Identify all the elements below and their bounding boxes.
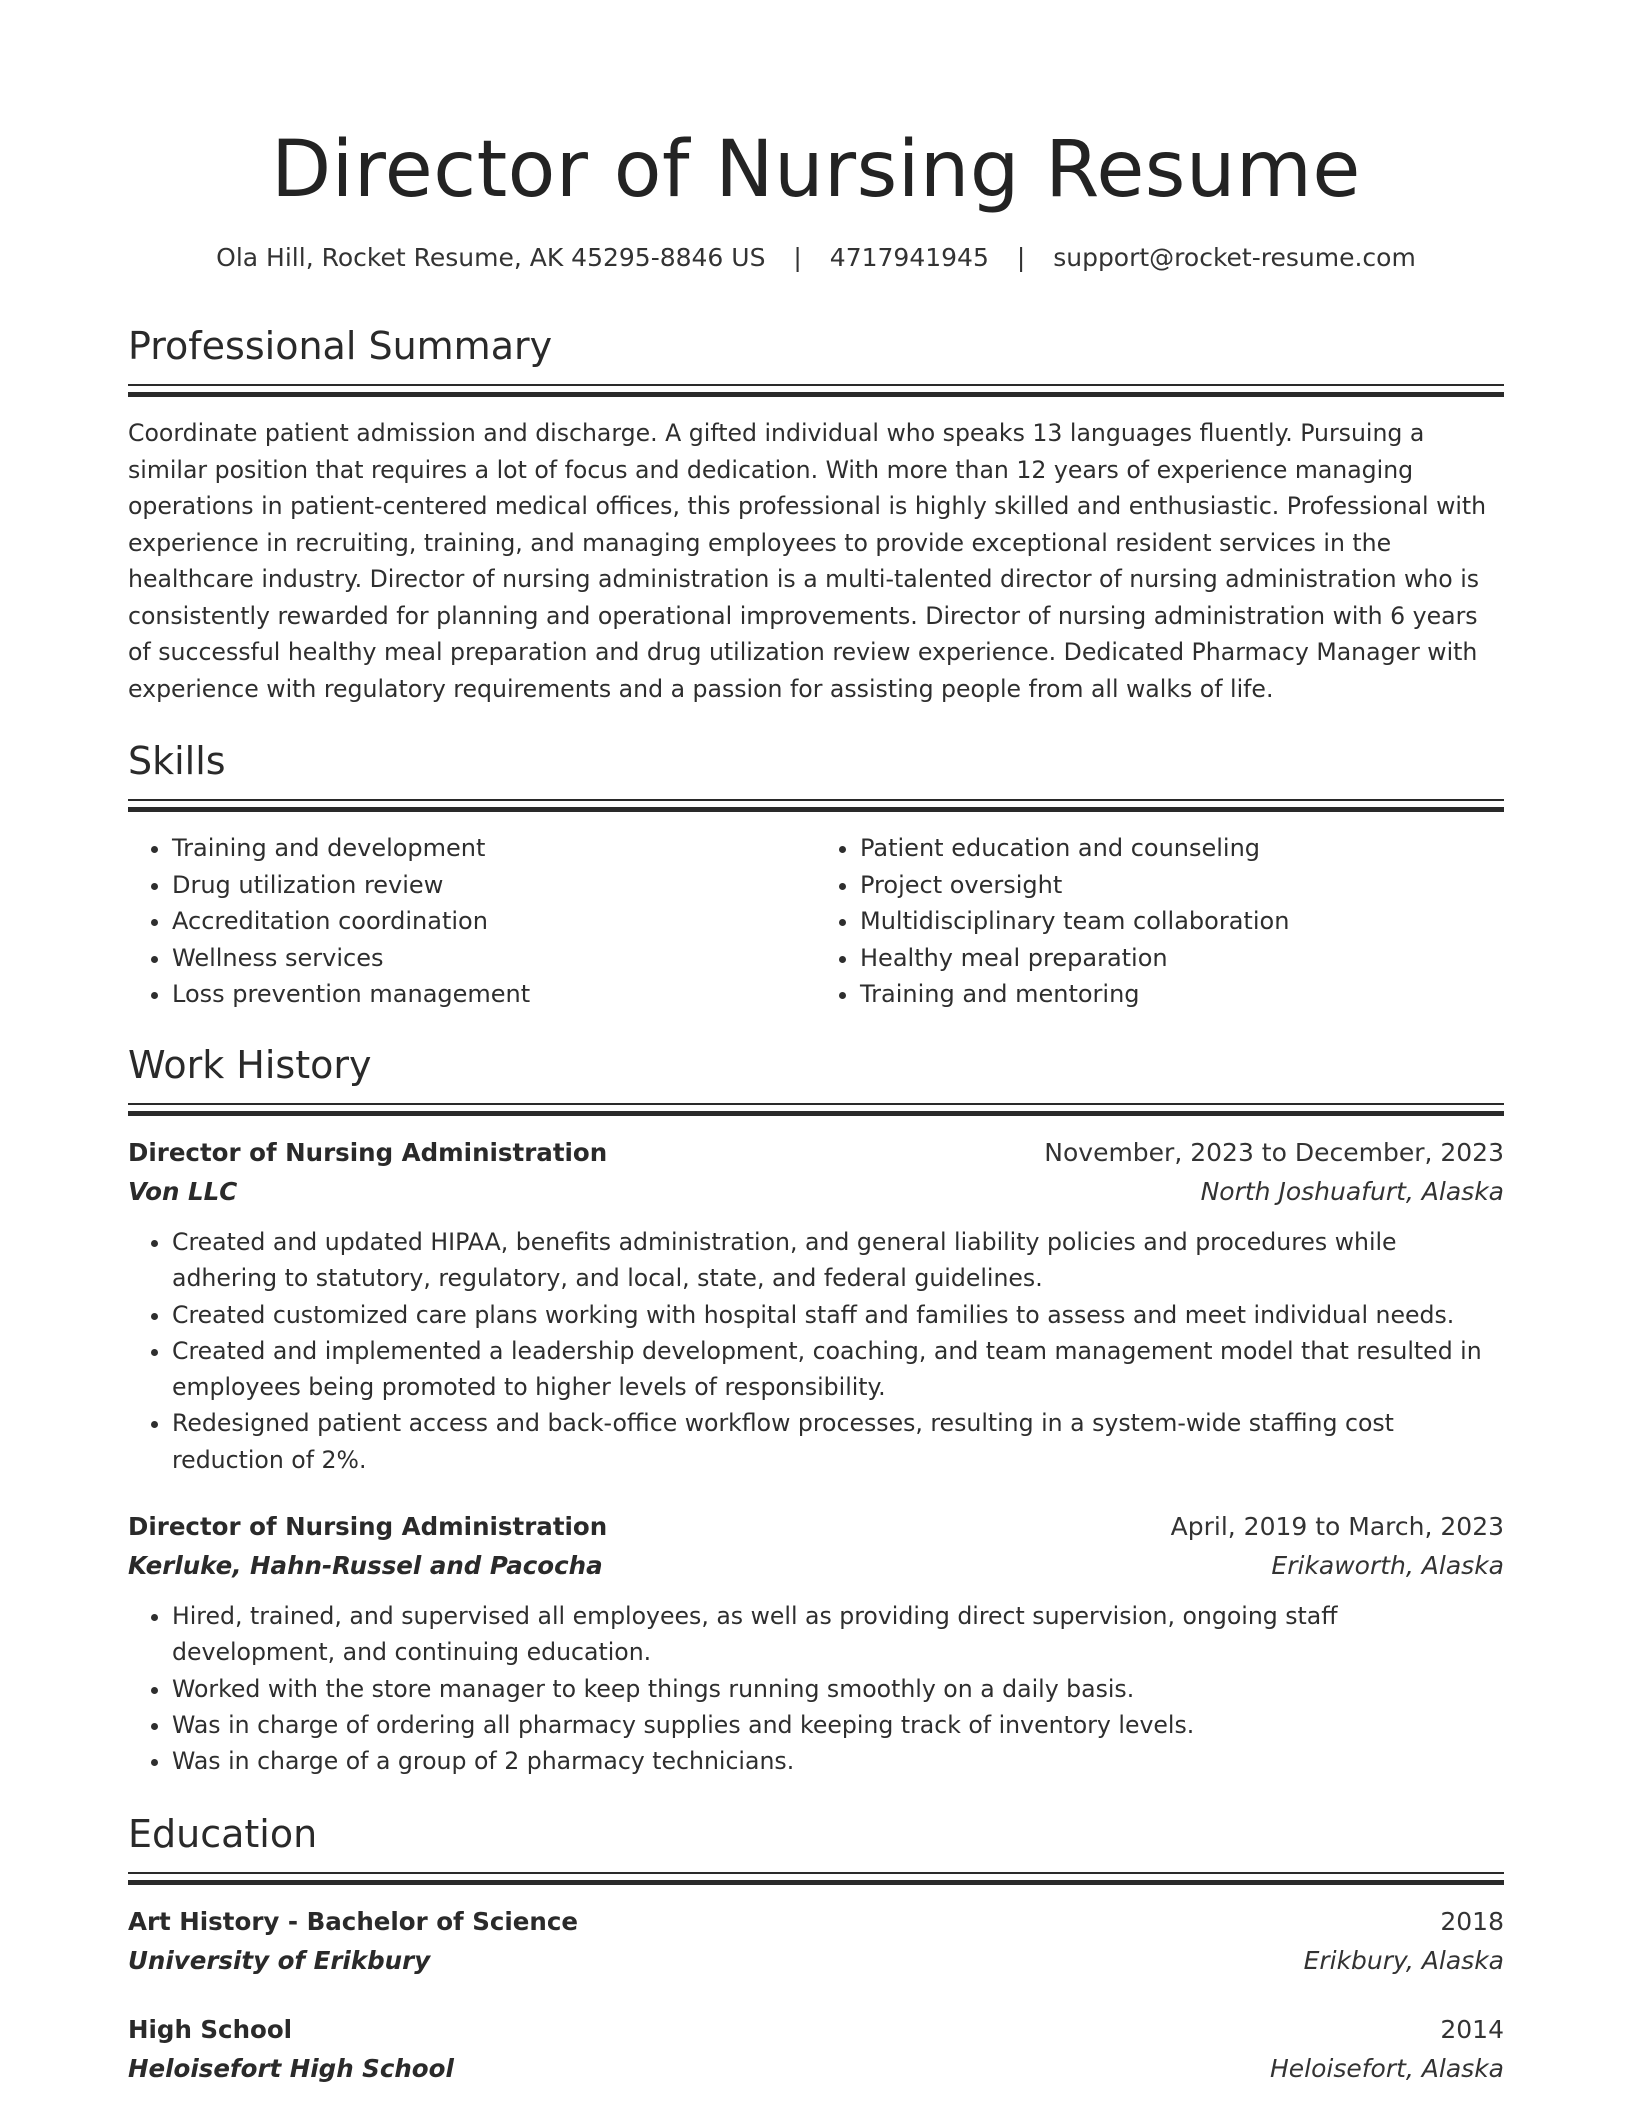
skill-item: • Multidisciplinary team collaboration — [860, 903, 1504, 940]
contact-separator: | — [793, 243, 802, 272]
resume-page — [128, 0, 1504, 2119]
job-bullets — [128, 1224, 1504, 1478]
skills-column-left — [128, 830, 816, 1013]
contact-address: Ola Hill, Rocket Resume, AK 45295-8846 US — [216, 243, 766, 272]
contact-email: support@rocket-resume.com — [1053, 243, 1416, 272]
job-entry — [128, 1508, 1504, 1779]
summary-text: Coordinate patient admission and discharge. A gifted individual who speaks 13 languages fluently. Pursuing a similar position that requires a lot of focus and dedication. With more than 12 years of experience managing operations in patient-centered medical offices, this professional is highly skilled and enthusiastic. Professional with experience in recruiting, training, and managing employees to provide exceptional resident services in the healthcare industry. Director of nursing administration is a multi-talented director of nursing administration who is consistently rewarded for planning and operational improvements. Director of nursing administration with 6 years of successful healthy meal preparation and drug utilization review experience. Dedicated Pharmacy Manager with experience with regulatory requirements and a passion for assisting people from all walks of life. — [128, 419, 1487, 703]
job-title: Director of Nursing Administration — [128, 1512, 608, 1542]
job-bullet: • Worked with the store manager to keep things running smoothly on a daily basis. — [172, 1671, 1504, 1707]
education-entry — [128, 1903, 1504, 1981]
job-bullet: • Created and updated HIPAA, benefits administration, and general liability policies and procedures while adhering to statutory, regulatory, and local, state, and federal guidelines. — [172, 1224, 1504, 1297]
job-location: North Joshuafurt, Alaska — [1200, 1176, 1504, 1206]
education-section — [128, 1810, 1504, 2089]
degree-name: Art History - Bachelor of Science — [128, 1906, 579, 1936]
school-location: Heloisefort, Alaska — [1269, 2053, 1504, 2083]
job-bullet: • Created customized care plans working with hospital staff and families to assess and meet individual needs. — [172, 1297, 1504, 1333]
document-title: Director of Nursing Resume — [271, 125, 1361, 215]
skill-item: • Wellness services — [172, 940, 816, 977]
section-divider — [128, 1103, 1504, 1116]
section-divider — [128, 384, 1504, 397]
section-heading: Skills — [128, 739, 226, 783]
skill-item: • Training and mentoring — [860, 976, 1504, 1013]
job-bullet: • Was in charge of a group of 2 pharmacy technicians. — [172, 1743, 1504, 1779]
job-title: Director of Nursing Administration — [128, 1137, 608, 1167]
skills-section — [128, 737, 1504, 1013]
job-entry — [128, 1134, 1504, 1478]
graduation-year: 2014 — [1440, 2014, 1504, 2044]
skill-item: • Patient education and counseling — [860, 830, 1504, 867]
skill-item: • Project oversight — [860, 867, 1504, 904]
contact-line — [128, 240, 1504, 276]
section-divider — [128, 1872, 1504, 1885]
contact-separator: | — [1016, 243, 1026, 272]
school-name: University of Erikbury — [128, 1945, 431, 1975]
job-dates: November, 2023 to December, 2023 — [1044, 1137, 1504, 1167]
skills-column-right — [816, 830, 1504, 1013]
education-entry — [128, 2011, 1504, 2089]
work-history-section — [128, 1041, 1504, 1780]
section-heading: Education — [128, 1811, 318, 1856]
company-name: Kerluke, Hahn-Russel and Pacocha — [128, 1551, 603, 1581]
contact-phone: 4717941945 — [829, 243, 989, 272]
section-divider — [128, 799, 1504, 812]
school-location: Erikbury, Alaska — [1303, 1945, 1504, 1975]
skills-grid — [128, 830, 1504, 1013]
skill-item: • Loss prevention management — [172, 976, 816, 1013]
job-bullet: • Redesigned patient access and back-office workflow processes, resulting in a system-wide staffing cost reduction of 2%. — [172, 1405, 1504, 1478]
skill-item: • Training and development — [172, 830, 816, 867]
summary-section — [128, 322, 1504, 707]
job-bullet: • Hired, trained, and supervised all employees, as well as providing direct supervision, ongoing staff development, and continuing education. — [172, 1598, 1504, 1671]
graduation-year: 2018 — [1440, 1906, 1504, 1936]
school-name: Heloisefort High School — [128, 2053, 454, 2083]
skill-item: • Healthy meal preparation — [860, 940, 1504, 977]
job-bullet: • Was in charge of ordering all pharmacy supplies and keeping track of inventory levels. — [172, 1707, 1504, 1743]
degree-name: High School — [128, 2014, 293, 2044]
skill-item: • Drug utilization review — [172, 867, 816, 904]
job-bullet: • Created and implemented a leadership development, coaching, and team management model that resulted in employees being promoted to higher levels of responsibility. — [172, 1333, 1504, 1406]
job-bullets — [128, 1598, 1504, 1779]
job-dates: April, 2019 to March, 2023 — [1170, 1512, 1504, 1542]
job-location: Erikaworth, Alaska — [1271, 1551, 1504, 1581]
section-heading: Work History — [128, 1042, 372, 1087]
skill-item: • Accreditation coordination — [172, 903, 816, 940]
section-heading: Professional Summary — [128, 324, 553, 368]
company-name: Von LLC — [128, 1176, 238, 1206]
